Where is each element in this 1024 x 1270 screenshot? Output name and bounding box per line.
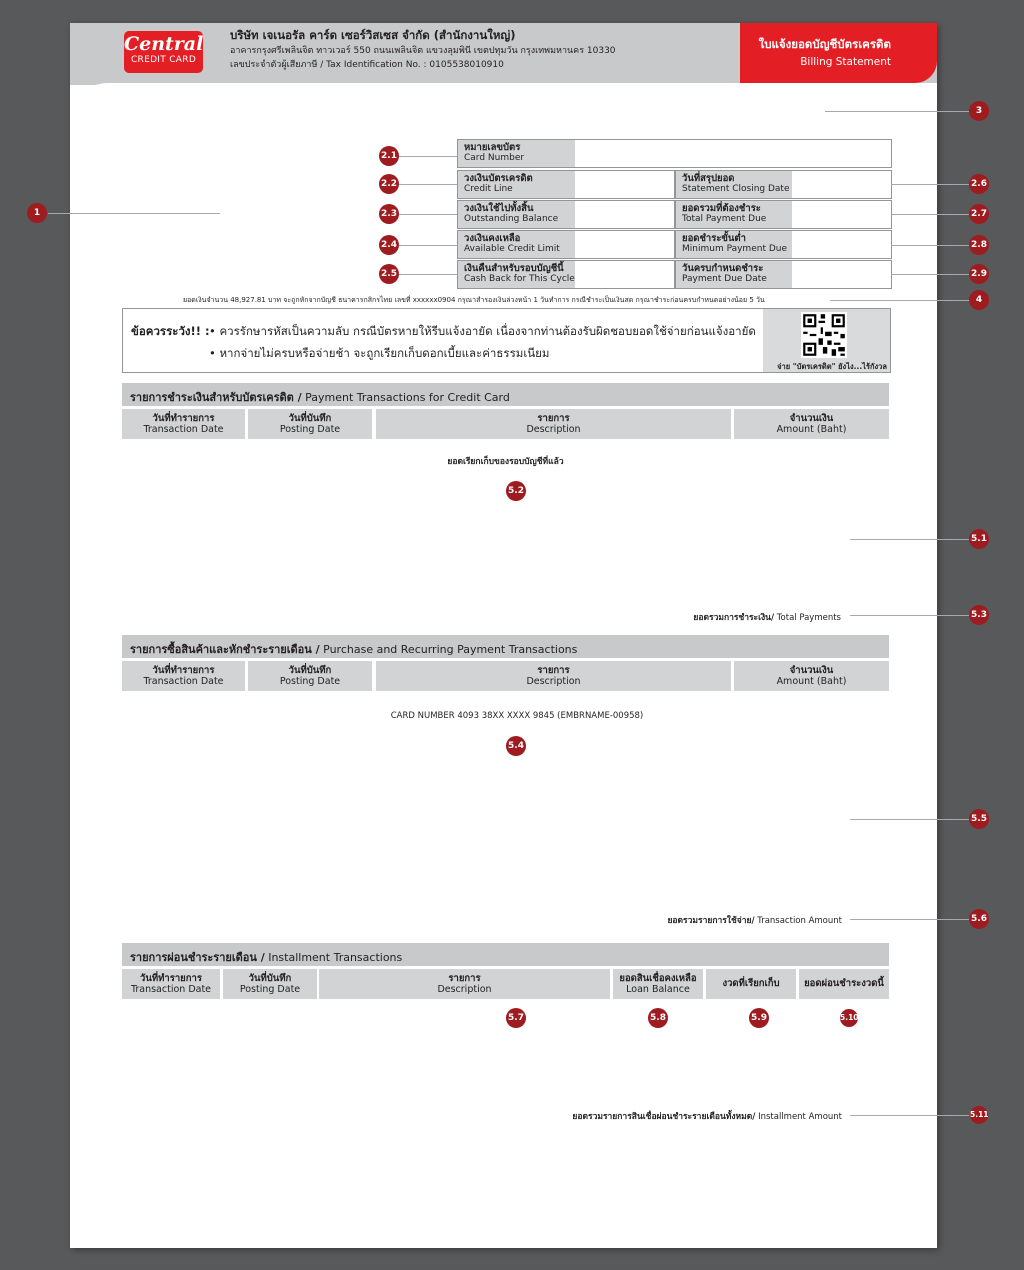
warning-title: ข้อควรระวัง!! : (131, 324, 210, 338)
total-payments-th: ยอดรวมการชำระเงิน/ (693, 613, 775, 623)
col-description-th: รายการ (537, 665, 570, 676)
statement-title-th: ใบแจ้งยอดบัญชีบัตรเครดิต (758, 37, 891, 51)
col-loan-balance-en: Loan Balance (626, 984, 690, 995)
company-name: บริษัท เจเนอรัล คาร์ด เซอร์วิสเซส จำกัด (สำนักงานใหญ่) (230, 28, 516, 42)
warning-bullet-2: • หากจ่ายไม่ครบหรือจ่ายช้า จะถูกเรียกเก็บดอกเบี้ยและค่าธรรมเนียม (209, 345, 549, 363)
marker-5-3: 5.3 (969, 605, 989, 625)
marker-5-2: 5.2 (506, 481, 526, 501)
leader-line-2-3 (399, 214, 457, 215)
transaction-amount-en: Transaction Amount (754, 916, 842, 926)
leader-line-1 (48, 213, 220, 214)
transaction-amount-th: ยอดรวมรายการใช้จ่าย/ (667, 916, 755, 926)
col-description-en: Description (526, 424, 581, 435)
col-amount-th: จำนวนเงิน (789, 413, 834, 424)
credit-line-label-en: Credit Line (464, 184, 513, 194)
purchases-title-th: รายการซื้อสินค้าและหักชำระรายเดือน / (130, 643, 320, 656)
marker-5-6: 5.6 (969, 909, 989, 929)
closing-date-label-en: Statement Closing Date (682, 184, 790, 194)
col-term-th: งวดที่เรียกเก็บ (722, 978, 780, 989)
col-amount-en: Amount (Baht) (776, 424, 847, 435)
outstanding-balance-label-en: Outstanding Balance (464, 214, 559, 224)
leader-line-5-5 (850, 819, 969, 820)
marker-2-3: 2.3 (379, 204, 399, 224)
marker-5-8: 5.8 (648, 1008, 668, 1028)
leader-line-2-7 (891, 214, 969, 215)
leader-line-2-8 (891, 245, 969, 246)
col-description (376, 409, 731, 439)
col-posting-date-th: วันที่บันทึก (248, 973, 292, 984)
col-description-en: Description (437, 984, 492, 995)
auto-debit-notice: ยอดเงินจำนวน 48,927.81 บาท จะถูกหักจากบัญชี ธนาคารกสิกรไทย เลขที่ xxxxxx0904 กรุณาสำรองเงินล่วงหน้า 1 วันทำการ กรณีชำระเป็นเงินสด กรุณาชำระก่อนครบกำหนดอย่างน้อย 5 วัน (183, 296, 765, 304)
payments-title-en: Payment Transactions for Credit Card (301, 391, 510, 404)
leader-line-5-11 (850, 1115, 969, 1116)
minimum-payment-label-th: ยอดชำระขั้นต่ำ (682, 233, 746, 244)
card-number-label-th: หมายเลขบัตร (464, 142, 521, 153)
col-transaction-date-th: วันที่ทำรายการ (152, 665, 215, 676)
col-amount (734, 409, 889, 439)
closing-date-field (675, 170, 892, 199)
col-installment-payment (799, 969, 889, 999)
col-transaction-date-en: Transaction Date (130, 984, 212, 995)
marker-2-7: 2.7 (969, 204, 989, 224)
purchases-table-header (122, 661, 889, 691)
card-number-label-en: Card Number (464, 153, 525, 163)
payments-table-header (122, 409, 889, 439)
installments-table-header (122, 969, 889, 999)
cash-back-field (457, 260, 675, 289)
marker-2-6: 2.6 (969, 174, 989, 194)
outstanding-balance-label-th: วงเงินใช้ไปทั้งสิ้น (464, 203, 534, 214)
col-posting-date-th: วันที่บันทึก (288, 665, 332, 676)
statement-title-box (740, 23, 937, 83)
leader-line-5-1 (850, 539, 969, 540)
available-credit-field (457, 230, 675, 259)
col-description-en: Description (526, 676, 581, 687)
leader-line-2-1 (399, 156, 457, 157)
marker-2-8: 2.8 (969, 235, 989, 255)
leader-line-2-9 (891, 274, 969, 275)
statement-title-en: Billing Statement (800, 56, 891, 68)
total-payment-due-field (675, 200, 892, 229)
marker-1: 1 (27, 203, 47, 223)
col-posting-date-en: Posting Date (239, 984, 301, 995)
marker-5-1: 5.1 (969, 529, 989, 549)
col-transaction-date-th: วันที่ทำรายการ (140, 973, 202, 984)
leader-line-5-3 (850, 615, 969, 616)
total-payments-en: Total Payments (774, 613, 841, 623)
payments-section-title (122, 383, 889, 406)
company-address: อาคารกรุงศรีเพลินจิต ทาวเวอร์ 550 ถนนเพลินจิต แขวงลุมพินี เขตปทุมวัน กรุงเทพมหานคร 10330 (230, 46, 616, 56)
due-date-label-th: วันครบกำหนดชำระ (682, 263, 764, 274)
marker-2-9: 2.9 (969, 264, 989, 284)
logo-wordmark: Central (124, 33, 204, 55)
leader-line-2-4 (399, 245, 457, 246)
marker-2-1: 2.1 (379, 146, 399, 166)
col-posting-date (248, 661, 372, 691)
qr-code-icon[interactable] (801, 312, 847, 358)
purchases-section-title (122, 635, 889, 658)
col-posting-date-en: Posting Date (279, 424, 341, 435)
warning-box (122, 308, 891, 373)
header-curve (70, 83, 937, 123)
col-amount-th: จำนวนเงิน (789, 665, 834, 676)
marker-4: 4 (969, 290, 989, 310)
col-posting-date-en: Posting Date (279, 676, 341, 687)
marker-5-5: 5.5 (969, 809, 989, 829)
credit-line-field (457, 170, 675, 199)
minimum-payment-field (675, 230, 892, 259)
col-description-th: รายการ (448, 973, 481, 984)
installment-amount-th: ยอดรวมรายการสินเชื่อผ่อนชำระรายเดือนทั้งหมด/ (572, 1112, 756, 1122)
total-payment-due-label-en: Total Payment Due (682, 214, 767, 224)
col-transaction-date (122, 969, 220, 999)
col-transaction-date (122, 409, 245, 439)
card-number-line: CARD NUMBER 4093 38XX XXXX 9845 (EMBRNAME-00958) (390, 711, 644, 721)
leader-line-5-6 (850, 919, 969, 920)
qr-caption: จ่าย "บัตรเครดิต" ยังไง...ไร้กังวล (777, 362, 887, 371)
col-term (706, 969, 796, 999)
col-amount-en: Amount (Baht) (776, 676, 847, 687)
installments-title-en: Installment Transactions (264, 951, 403, 964)
marker-5-7: 5.7 (506, 1008, 526, 1028)
cash-back-label-en: Cash Back for This Cycle (464, 274, 575, 284)
total-payments-label (693, 610, 841, 624)
leader-line-2-2 (399, 184, 457, 185)
payments-title-th: รายการชำระเงินสำหรับบัตรเครดิต / (130, 391, 302, 404)
available-credit-label-en: Available Credit Limit (464, 244, 560, 254)
due-date-label-en: Payment Due Date (682, 274, 767, 284)
minimum-payment-label-en: Minimum Payment Due (682, 244, 788, 254)
col-description-th: รายการ (537, 413, 570, 424)
marker-5-9: 5.9 (749, 1008, 769, 1028)
marker-5-10: 5.10 (840, 1009, 858, 1027)
due-date-field (675, 260, 892, 289)
col-installment-payment-th: ยอดผ่อนชำระงวดนี้ (804, 978, 884, 989)
purchases-title-en: Purchase and Recurring Payment Transactions (319, 643, 578, 656)
col-loan-balance-th: ยอดสินเชื่อคงเหลือ (619, 973, 697, 984)
installments-section-title (122, 943, 889, 966)
available-credit-label-th: วงเงินคงเหลือ (464, 233, 521, 244)
closing-date-label-th: วันที่สรุปยอด (682, 173, 735, 184)
central-credit-card-logo (124, 31, 203, 73)
leader-line-3 (825, 111, 969, 112)
marker-5-4: 5.4 (506, 736, 526, 756)
marker-5-11: 5.11 (970, 1106, 988, 1124)
leader-line-2-5 (399, 274, 457, 275)
warning-bullet-1: • ควรรักษารหัสเป็นความลับ กรณีบัตรหายให้รีบแจ้งอายัด เนื่องจากท่านต้องรับผิดชอบยอดใช้จ่ายก่อนแจ้งอายัด (209, 323, 756, 341)
col-posting-date (223, 969, 317, 999)
col-description (376, 661, 731, 691)
outstanding-balance-field (457, 200, 675, 229)
installment-amount-label (572, 1109, 842, 1123)
leader-line-4 (830, 300, 969, 301)
cash-back-label-th: เงินคืนสำหรับรอบบัญชีนี้ (464, 263, 564, 274)
installment-amount-en: Installment Amount (755, 1112, 842, 1122)
col-transaction-date (122, 661, 245, 691)
marker-2-4: 2.4 (379, 235, 399, 255)
col-loan-balance (613, 969, 703, 999)
col-posting-date-th: วันที่บันทึก (288, 413, 332, 424)
col-posting-date (248, 409, 372, 439)
installments-title-th: รายการผ่อนชำระรายเดือน / (130, 951, 265, 964)
total-payment-due-label-th: ยอดรวมที่ต้องชำระ (682, 203, 761, 214)
card-number-field (457, 139, 892, 168)
tax-id: เลขประจำตัวผู้เสียภาษี / Tax Identification No. : 0105538010910 (230, 60, 504, 70)
col-transaction-date-en: Transaction Date (143, 676, 224, 687)
leader-line-2-6 (891, 184, 969, 185)
previous-balance-label: ยอดเรียกเก็บของรอบบัญชีที่แล้ว (447, 457, 564, 467)
logo-subtitle: CREDIT CARD (130, 55, 197, 65)
credit-line-label-th: วงเงินบัตรเครดิต (464, 173, 533, 184)
marker-2-2: 2.2 (379, 174, 399, 194)
statement-page (70, 23, 937, 1248)
marker-3: 3 (969, 101, 989, 121)
marker-2-5: 2.5 (379, 264, 399, 284)
col-transaction-date-th: วันที่ทำรายการ (152, 413, 215, 424)
transaction-amount-label (667, 913, 842, 927)
col-description (319, 969, 610, 999)
col-amount (734, 661, 889, 691)
col-transaction-date-en: Transaction Date (143, 424, 224, 435)
